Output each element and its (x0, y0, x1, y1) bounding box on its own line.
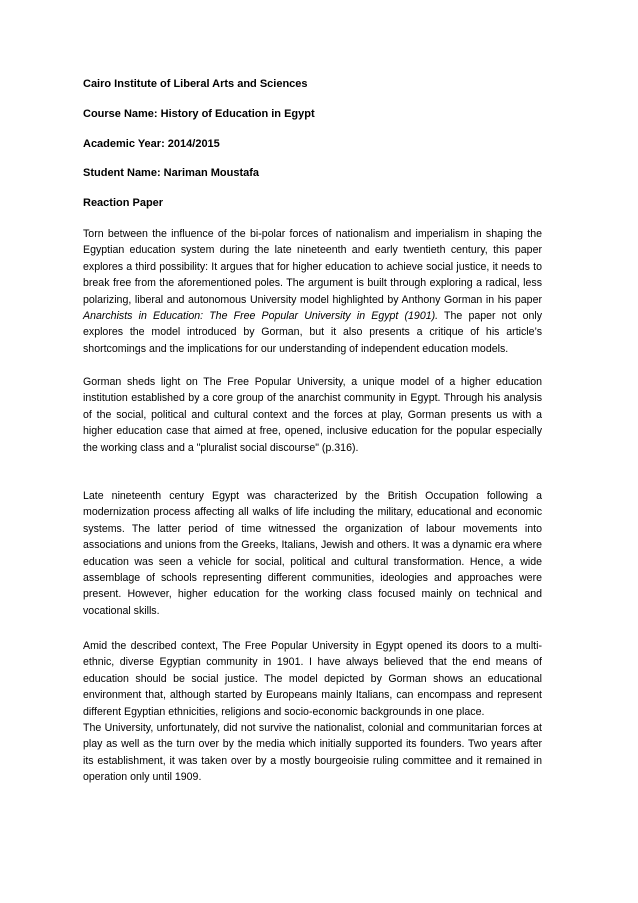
course-name-heading: Course Name: History of Education in Egypt (83, 108, 315, 120)
cited-paper-title: Anarchists in Education: The Free Popular University in Egypt (1901). (83, 310, 439, 323)
paragraph-introduction-text-1: Torn between the influence of the bi-polar forces of nationalism and imperialism in shaping the Egyptian education system during the late nineteenth and early twentieth century, this paper explores a third possibility: It argues that for higher education to achieve social justice, it needs to break free from the aforementioned poles. The argument is built through exploring a radical, less polarizing, liberal and autonomous University model highlighted by Anthony Gorman in his paper (83, 228, 542, 306)
paragraph-introduction (83, 226, 542, 357)
paragraph-university-opening: Amid the described context, The Free Popular University in Egypt opened its doors to a multi-ethnic, diverse Egyptian community in 1901. I have always believed that the end means of education should be social justice. The model depicted by Gorman shows an educational environment that, although started by Europeans mainly Italians, can encompass and represent different Egyptian ethnicities, religions and socio-economic backgrounds in one place. (83, 640, 542, 718)
institution-heading: Cairo Institute of Liberal Arts and Sciences (83, 78, 308, 90)
academic-year-heading: Academic Year: 2014/2015 (83, 138, 220, 150)
student-name-heading: Student Name: Nariman Moustafa (83, 167, 260, 179)
paragraph-historical-context: Late nineteenth century Egypt was characterized by the British Occupation following a modernization process affecting all walks of life including the military, educational and economic systems. The latter period of time witnessed the organization of labour movements into associations and unions from the Greeks, Italians, Jewish and others. It was a dynamic era where education was seen a vehicle for social, political and cultural transformation. Hence, a wide assemblage of schools representing different communities, ideologies and approaches were present. However, higher education for the working class focused mainly on technical and vocational skills. (83, 490, 542, 617)
paragraph-introduction-text-2: The paper not only explores the model introduced by Gorman, but it also presents a critique of his article’s shortcomings and the implications for our understanding of independent education models. (83, 310, 542, 355)
document-type-heading: Reaction Paper (83, 197, 164, 209)
paragraph-university-decline: The University, unfortunately, did not survive the nationalist, colonial and communitarian forces at play as well as the turn over by the media which initially supported its founders. Two years after its establishment, it was taken over by a mostly bourgeoisie ruling committee and it remained in operation only until 1909. (83, 722, 542, 784)
paragraph-gorman-summary: Gorman sheds light on The Free Popular University, a unique model of a higher education institution established by a core group of the anarchist community in Egypt. Through his analysis of the social, political and cultural context and the forces at play, Gorman presents us with a higher education case that aimed at free, opened, inclusive education for the popular especially the working class and a "pluralist social discourse" (p.316). (83, 376, 542, 454)
